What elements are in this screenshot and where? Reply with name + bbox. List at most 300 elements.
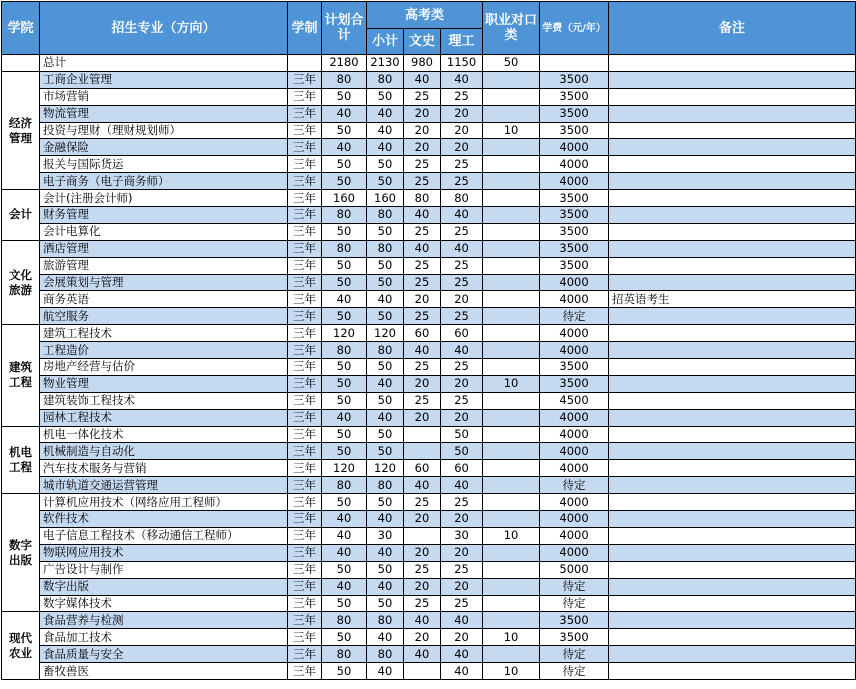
college-cell: 经济管理 [2,71,40,189]
plan-cell: 40 [322,511,367,528]
remarks-cell [609,595,856,612]
vocational-cell [483,71,540,88]
science-cell: 60 [441,460,483,477]
major-cell: 广告设计与制作 [40,561,288,578]
major-cell: 航空服务 [40,308,288,325]
col-header-tuition: 学费（元/年） [540,2,609,55]
subtotal-cell: 30 [367,527,404,544]
header-row-1 [2,2,856,29]
major-cell: 计算机应用技术（网络应用工程师） [40,494,288,511]
college-cell: 建筑工程 [2,325,40,426]
major-cell: 食品营养与检测 [40,612,288,629]
duration-cell: 三年 [288,494,322,511]
tuition-cell: 3500 [540,359,609,376]
duration-cell: 三年 [288,477,322,494]
subtotal-cell: 40 [367,629,404,646]
duration-cell: 三年 [288,409,322,426]
major-cell: 建筑装饰工程技术 [40,392,288,409]
science-cell: 40 [441,71,483,88]
arts-cell [404,426,441,443]
vocational-cell [483,156,540,173]
plan-cell: 50 [322,443,367,460]
vocational-cell [483,612,540,629]
remarks-cell [609,139,856,156]
science-cell: 50 [441,443,483,460]
remarks-cell: 招英语考生 [609,291,856,308]
major-cell: 会计(注册会计师) [40,190,288,207]
plan-cell: 50 [322,392,367,409]
plan-cell: 50 [322,595,367,612]
arts-cell: 25 [404,359,441,376]
arts-cell: 20 [404,105,441,122]
remarks-cell [609,105,856,122]
vocational-cell: 10 [483,663,540,680]
subtotal-cell: 40 [367,663,404,680]
plan-cell: 160 [322,190,367,207]
remarks-cell [609,173,856,190]
tuition-cell: 待定 [540,477,609,494]
total-arts: 980 [404,55,441,72]
tuition-cell: 4000 [540,156,609,173]
remarks-cell [609,392,856,409]
duration-cell: 三年 [288,207,322,224]
col-header-vocational: 职业对口类 [483,2,540,55]
plan-cell: 50 [322,494,367,511]
col-header-arts: 文史 [404,29,441,55]
arts-cell [404,443,441,460]
tuition-cell: 4000 [540,494,609,511]
tuition-cell: 4000 [540,511,609,528]
major-cell: 房地产经营与估价 [40,359,288,376]
arts-cell: 25 [404,595,441,612]
science-cell: 40 [441,612,483,629]
science-cell: 40 [441,477,483,494]
vocational-cell [483,646,540,663]
arts-cell: 25 [404,494,441,511]
science-cell: 25 [441,595,483,612]
arts-cell: 20 [404,122,441,139]
plan-cell: 50 [322,663,367,680]
arts-cell: 25 [404,173,441,190]
remarks-cell [609,375,856,392]
plan-cell: 80 [322,207,367,224]
plan-cell: 40 [322,105,367,122]
subtotal-cell: 50 [367,426,404,443]
tuition-cell: 4000 [540,291,609,308]
table-row [2,88,856,105]
duration-cell: 三年 [288,173,322,190]
table-row [2,139,856,156]
remarks-cell [609,359,856,376]
subtotal-cell: 40 [367,578,404,595]
duration-cell: 三年 [288,257,322,274]
plan-cell: 50 [322,375,367,392]
tuition-cell: 4000 [540,409,609,426]
vocational-cell [483,443,540,460]
science-cell: 30 [441,527,483,544]
science-cell: 25 [441,359,483,376]
total-subtotal: 2130 [367,55,404,72]
duration-cell: 三年 [288,122,322,139]
vocational-cell: 10 [483,122,540,139]
arts-cell: 20 [404,409,441,426]
enrollment-table [1,1,856,680]
remarks-cell [609,207,856,224]
plan-cell: 80 [322,342,367,359]
science-cell: 20 [441,375,483,392]
subtotal-cell: 50 [367,494,404,511]
duration-cell: 三年 [288,156,322,173]
plan-cell: 40 [322,291,367,308]
major-cell: 物业管理 [40,375,288,392]
remarks-cell [609,342,856,359]
tuition-cell: 4500 [540,392,609,409]
arts-cell: 20 [404,291,441,308]
subtotal-cell: 80 [367,612,404,629]
subtotal-cell: 80 [367,240,404,257]
duration-cell: 三年 [288,105,322,122]
vocational-cell [483,173,540,190]
plan-cell: 40 [322,578,367,595]
table-row [2,207,856,224]
vocational-cell [483,325,540,342]
science-cell: 20 [441,409,483,426]
tuition-cell: 待定 [540,595,609,612]
table-row [2,274,856,291]
col-header-duration: 学制 [288,2,322,55]
subtotal-cell: 50 [367,88,404,105]
science-cell: 25 [441,308,483,325]
major-cell: 会展策划与管理 [40,274,288,291]
science-cell: 20 [441,105,483,122]
plan-cell: 50 [322,122,367,139]
arts-cell: 25 [404,257,441,274]
subtotal-cell: 50 [367,308,404,325]
subtotal-cell: 40 [367,409,404,426]
major-cell: 旅游管理 [40,257,288,274]
science-cell: 25 [441,223,483,240]
plan-cell: 40 [322,409,367,426]
table-row [2,105,856,122]
plan-cell: 40 [322,527,367,544]
duration-cell: 三年 [288,274,322,291]
major-cell: 机械制造与自动化 [40,443,288,460]
science-cell: 25 [441,561,483,578]
science-cell: 50 [441,426,483,443]
col-header-remarks: 备注 [609,2,856,55]
college-cell: 机电工程 [2,426,40,494]
vocational-cell [483,511,540,528]
plan-cell: 50 [322,156,367,173]
table-row [2,359,856,376]
remarks-cell [609,88,856,105]
tuition-cell: 4000 [540,460,609,477]
science-cell: 25 [441,274,483,291]
major-cell: 工程造价 [40,342,288,359]
table-row [2,612,856,629]
table-row [2,173,856,190]
tuition-cell: 待定 [540,663,609,680]
tuition-cell: 4000 [540,139,609,156]
remarks-cell [609,156,856,173]
vocational-cell [483,359,540,376]
table-row [2,392,856,409]
vocational-cell [483,544,540,561]
remarks-cell [609,190,856,207]
table-row [2,190,856,207]
duration-cell: 三年 [288,325,322,342]
college-cell: 现代农业 [2,612,40,680]
major-cell: 数字媒体技术 [40,595,288,612]
tuition-cell: 3500 [540,207,609,224]
vocational-cell [483,291,540,308]
plan-cell: 80 [322,646,367,663]
subtotal-cell: 40 [367,375,404,392]
subtotal-cell: 80 [367,342,404,359]
vocational-cell [483,426,540,443]
plan-cell: 50 [322,257,367,274]
arts-cell: 25 [404,88,441,105]
major-cell: 金融保险 [40,139,288,156]
arts-cell [404,527,441,544]
subtotal-cell: 50 [367,173,404,190]
science-cell: 40 [441,207,483,224]
vocational-cell: 10 [483,527,540,544]
major-cell: 数字出版 [40,578,288,595]
vocational-cell [483,460,540,477]
remarks-cell [609,629,856,646]
remarks-cell [609,122,856,139]
major-cell: 工商企业管理 [40,71,288,88]
plan-cell: 50 [322,88,367,105]
tuition-cell: 3500 [540,105,609,122]
table-row [2,595,856,612]
major-cell: 食品加工技术 [40,629,288,646]
science-cell: 25 [441,156,483,173]
subtotal-cell: 40 [367,122,404,139]
subtotal-cell: 40 [367,139,404,156]
remarks-cell [609,325,856,342]
total-remarks [609,55,856,72]
science-cell: 25 [441,392,483,409]
table-row [2,646,856,663]
tuition-cell: 待定 [540,646,609,663]
vocational-cell: 10 [483,629,540,646]
plan-cell: 50 [322,629,367,646]
tuition-cell: 3500 [540,71,609,88]
remarks-cell [609,443,856,460]
science-cell: 40 [441,240,483,257]
major-cell: 电子信息工程技术（移动通信工程师） [40,527,288,544]
major-cell: 商务英语 [40,291,288,308]
vocational-cell [483,223,540,240]
college-cell: 文化旅游 [2,240,40,324]
table-row [2,223,856,240]
plan-cell: 80 [322,612,367,629]
col-header-major: 招生专业（方向） [40,2,288,55]
science-cell: 40 [441,663,483,680]
arts-cell: 40 [404,612,441,629]
science-cell: 25 [441,173,483,190]
total-tuition [540,55,609,72]
duration-cell: 三年 [288,646,322,663]
tuition-cell: 4000 [540,426,609,443]
subtotal-cell: 50 [367,443,404,460]
remarks-cell [609,308,856,325]
table-row [2,375,856,392]
major-cell: 食品质量与安全 [40,646,288,663]
plan-cell: 120 [322,325,367,342]
subtotal-cell: 50 [367,359,404,376]
remarks-cell [609,477,856,494]
remarks-cell [609,494,856,511]
duration-cell: 三年 [288,443,322,460]
major-cell: 物流管理 [40,105,288,122]
major-cell: 软件技术 [40,511,288,528]
arts-cell: 25 [404,392,441,409]
vocational-cell [483,595,540,612]
remarks-cell [609,257,856,274]
duration-cell: 三年 [288,291,322,308]
science-cell: 40 [441,342,483,359]
vocational-cell [483,257,540,274]
table-row [2,527,856,544]
plan-cell: 50 [322,426,367,443]
science-cell: 20 [441,511,483,528]
vocational-cell [483,308,540,325]
table-row [2,325,856,342]
duration-cell: 三年 [288,511,322,528]
total-plan: 2180 [322,55,367,72]
major-cell: 机电一体化技术 [40,426,288,443]
arts-cell: 20 [404,511,441,528]
arts-cell: 20 [404,375,441,392]
duration-cell: 三年 [288,578,322,595]
science-cell: 20 [441,139,483,156]
duration-cell: 三年 [288,629,322,646]
table-row [2,257,856,274]
vocational-cell [483,139,540,156]
major-cell: 汽车技术服务与营销 [40,460,288,477]
vocational-cell [483,207,540,224]
tuition-cell: 4000 [540,173,609,190]
remarks-cell [609,544,856,561]
plan-cell: 50 [322,308,367,325]
duration-cell: 三年 [288,663,322,680]
plan-cell: 80 [322,71,367,88]
vocational-cell [483,190,540,207]
total-label: 总计 [40,55,288,72]
table-row [2,544,856,561]
subtotal-cell: 40 [367,291,404,308]
subtotal-cell: 40 [367,544,404,561]
plan-cell: 120 [322,460,367,477]
tuition-cell: 4000 [540,544,609,561]
remarks-cell [609,663,856,680]
total-college-cell [2,55,40,72]
subtotal-cell: 80 [367,207,404,224]
major-cell: 投资与理财（理财规划师） [40,122,288,139]
subtotal-cell: 160 [367,190,404,207]
duration-cell: 三年 [288,561,322,578]
vocational-cell: 10 [483,375,540,392]
duration-cell: 三年 [288,426,322,443]
col-header-college: 学院 [2,2,40,55]
arts-cell: 25 [404,156,441,173]
remarks-cell [609,511,856,528]
arts-cell: 40 [404,477,441,494]
college-cell: 会计 [2,190,40,241]
col-header-science: 理工 [441,29,483,55]
vocational-cell [483,240,540,257]
table-row [2,629,856,646]
major-cell: 酒店管理 [40,240,288,257]
science-cell: 25 [441,88,483,105]
table-row [2,308,856,325]
arts-cell: 25 [404,308,441,325]
science-cell: 25 [441,494,483,511]
table-row [2,511,856,528]
tuition-cell: 待定 [540,578,609,595]
major-cell: 建筑工程技术 [40,325,288,342]
science-cell: 20 [441,122,483,139]
remarks-cell [609,527,856,544]
remarks-cell [609,240,856,257]
science-cell: 20 [441,578,483,595]
table-row [2,240,856,257]
vocational-cell [483,274,540,291]
arts-cell: 40 [404,71,441,88]
duration-cell: 三年 [288,190,322,207]
remarks-cell [609,223,856,240]
table-row [2,342,856,359]
arts-cell: 40 [404,240,441,257]
arts-cell: 20 [404,139,441,156]
subtotal-cell: 50 [367,561,404,578]
duration-cell: 三年 [288,359,322,376]
vocational-cell [483,409,540,426]
major-cell: 畜牧兽医 [40,663,288,680]
major-cell: 园林工程技术 [40,409,288,426]
table-row [2,291,856,308]
vocational-cell [483,494,540,511]
subtotal-cell: 50 [367,595,404,612]
major-cell: 财务管理 [40,207,288,224]
subtotal-cell: 40 [367,105,404,122]
arts-cell: 20 [404,629,441,646]
remarks-cell [609,561,856,578]
vocational-cell [483,392,540,409]
arts-cell: 60 [404,460,441,477]
arts-cell: 20 [404,544,441,561]
table-row [2,460,856,477]
table-row [2,477,856,494]
remarks-cell [609,426,856,443]
arts-cell: 25 [404,274,441,291]
col-header-subtotal: 小计 [367,29,404,55]
plan-cell: 50 [322,359,367,376]
major-cell: 会计电算化 [40,223,288,240]
tuition-cell: 5000 [540,561,609,578]
science-cell: 20 [441,291,483,308]
duration-cell: 三年 [288,527,322,544]
remarks-cell [609,71,856,88]
table-row [2,122,856,139]
arts-cell: 25 [404,561,441,578]
duration-cell: 三年 [288,308,322,325]
major-cell: 物联网应用技术 [40,544,288,561]
duration-cell: 三年 [288,342,322,359]
